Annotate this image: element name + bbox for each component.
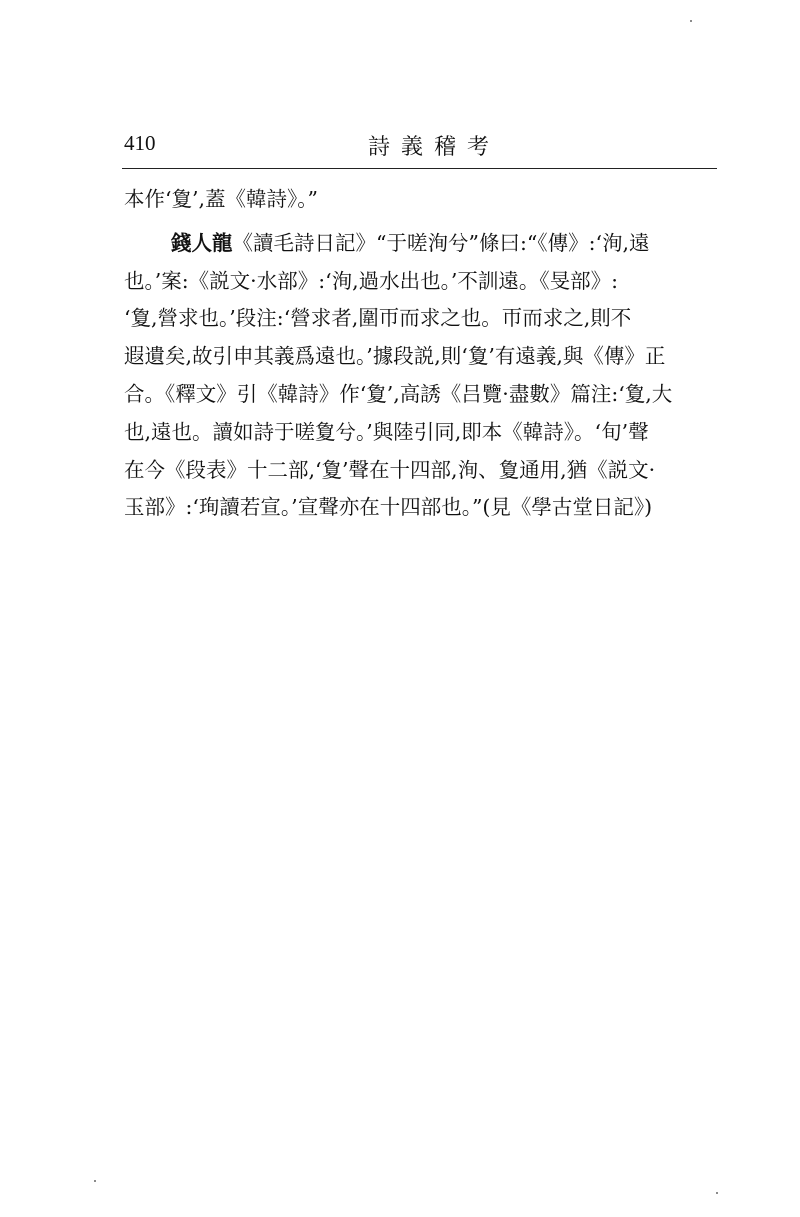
text-line: 在今《段表》十二部,‘夐’聲在十四部,洵、夐通用,猶《説文· [124,457,656,482]
header-rule [122,168,717,169]
author-name: 錢人龍 [171,230,233,255]
text-line: 遐遺矣,故引申其義爲遠也。’據段説,則‘夐’有遠義,與《傳》正 [124,344,666,369]
text-line: 也。’案:《説文·水部》:‘洵,過水出也。’不訓遠。《旻部》: [124,268,619,293]
text-line: 也,遠也。讀如詩于嗟夐兮。’與陸引同,即本《韓詩》。‘旬’聲 [124,419,649,444]
text-span: 《讀毛詩日記》“于嗟洵兮”條曰:“《傳》:‘洵,遠 [232,230,650,255]
scan-speck [94,1180,96,1182]
page-number: 410 [124,131,156,155]
scan-speck [690,20,692,22]
text-line: 合。《釋文》引《韓詩》作‘夐’,高誘《吕覽·盡數》篇注:‘夐,大 [124,381,673,406]
running-title: 詩義稽考 [368,135,501,160]
text-line: ‘夐,營求也。’段注:‘營求者,圍帀而求之也。帀而求之,則不 [124,306,632,331]
scan-speck [716,1192,718,1194]
text-line: 玉部》:‘珣讀若宣。’宣聲亦在十四部也。”(見《學古堂日記》) [124,495,653,520]
body-text [124,181,722,527]
paragraph-first-line [124,225,722,263]
text-line: 本作‘夐’,蓋《韓詩》。” [124,187,319,211]
